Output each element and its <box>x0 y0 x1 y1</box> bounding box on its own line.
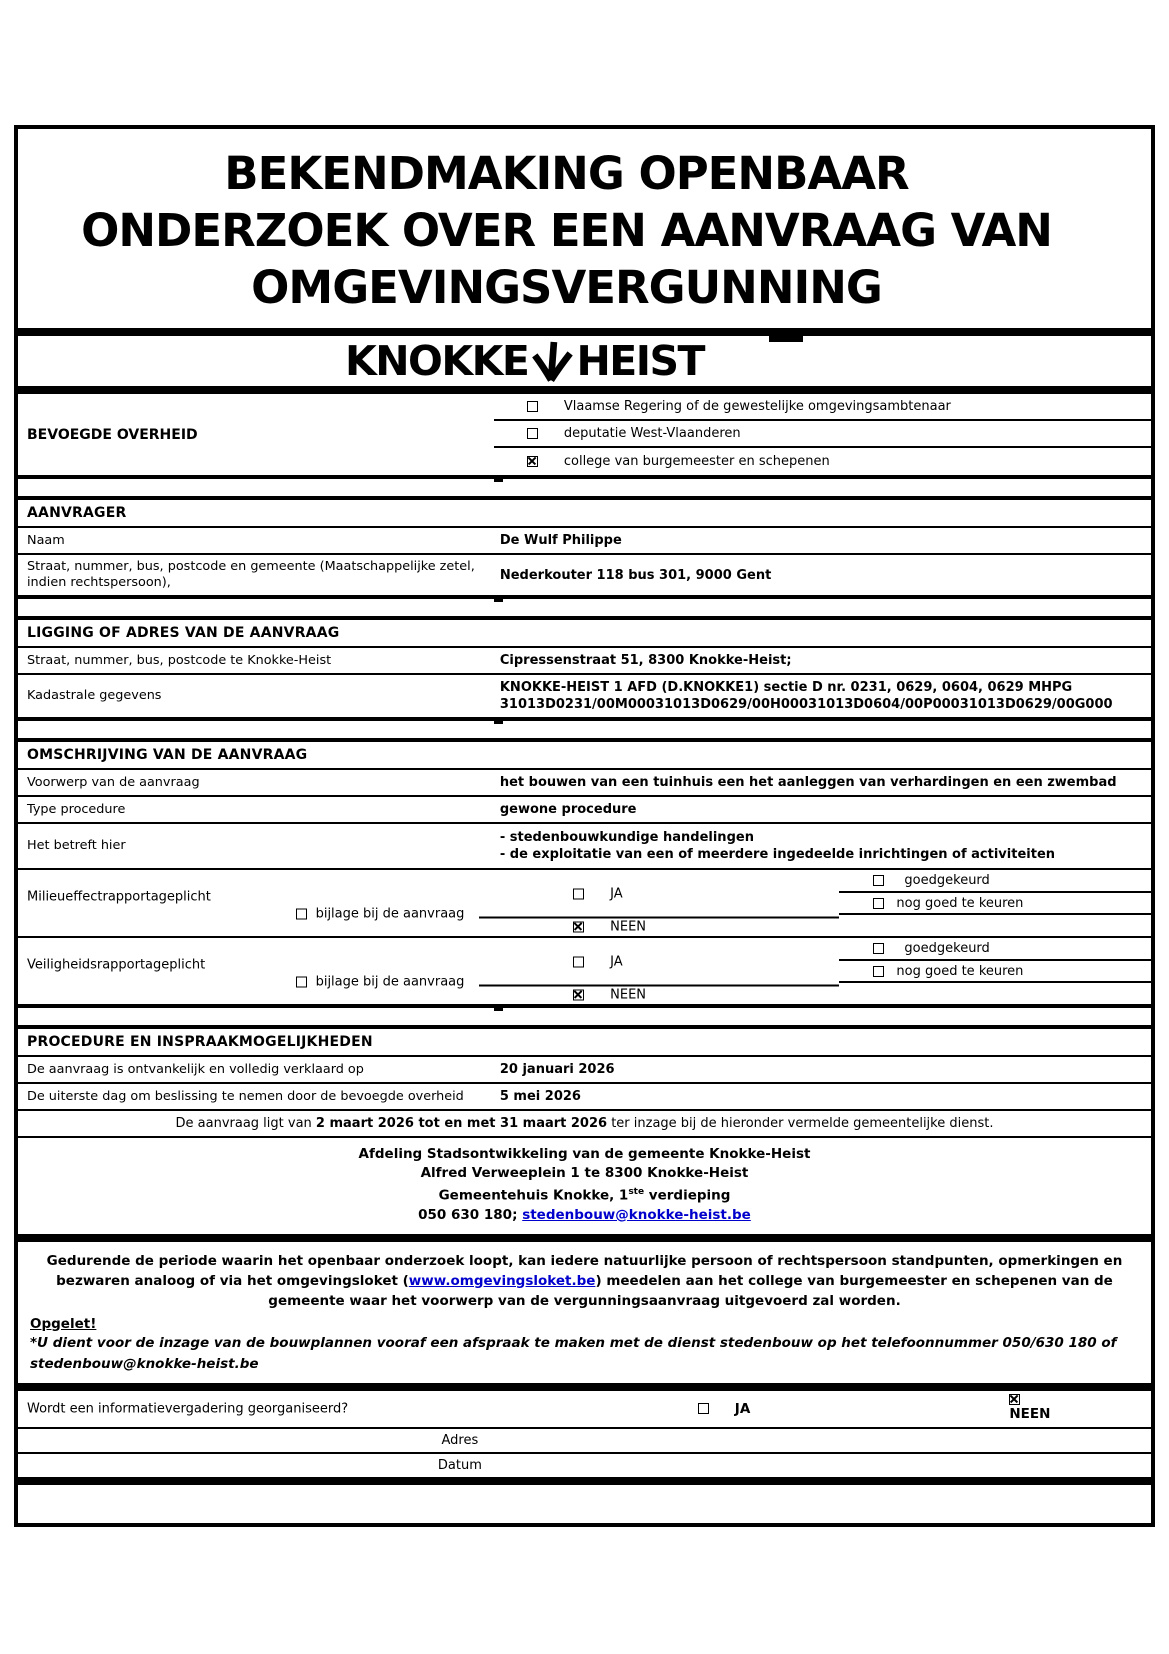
college-checkbox[interactable] <box>527 456 538 467</box>
veiligheidsrapport-label: Veiligheidsrapportageplicht <box>27 957 206 973</box>
stedenbouw-email-link[interactable]: stedenbouw@knokke-heist.be <box>522 1206 751 1223</box>
milieueffect-neen <box>573 920 646 935</box>
betreft-item-1: - stedenbouwkundige handelingen <box>499 830 754 845</box>
kadaster-label: Kadastrale gegevens <box>27 688 162 703</box>
mer-bijlage-label: bijlage bij de aanvraag <box>315 906 465 922</box>
logo-text-right: HEIST <box>576 337 705 385</box>
vlaamse-regering-checkbox[interactable] <box>527 401 538 412</box>
vr-goedgekeurd-label: goedgekeurd <box>904 941 990 956</box>
opgelet-label: Opgelet! <box>30 1315 97 1332</box>
type-procedure-label: Type procedure <box>27 801 126 817</box>
veiligheidsrapport-neen <box>573 988 646 1003</box>
kadaster-row <box>18 675 1151 717</box>
veiligheidsrapport-row <box>18 938 1151 1004</box>
vr-nog-goed-label: nog goed te keuren <box>896 963 1024 979</box>
omschrijving-header: OMSCHRIJVING VAN DE AANVRAAG <box>18 742 1151 770</box>
kadaster-value-line1: KNOKKE-HEIST 1 AFD (D.KNOKKE1) sectie D nr. 0231, 0629, 0604, 0629 MHPG <box>499 680 1073 695</box>
mer-neen-checkbox[interactable] <box>573 922 584 933</box>
datum-row <box>18 1454 1151 1477</box>
inzage-prefix: De aanvraag ligt van <box>175 1116 316 1131</box>
type-procedure-value: gewone procedure <box>499 802 637 817</box>
veiligheidsrapport-ja <box>573 955 623 970</box>
vr-goedgekeurd-checkbox[interactable] <box>873 943 884 954</box>
mer-nog-goed-label: nog goed te keuren <box>896 895 1024 911</box>
vr-nog-goed-cell <box>839 961 1151 983</box>
adres-label-line2: (Maatschappelijke zetel, indien rechtspersoon), <box>27 559 475 590</box>
mer-ja-label: JA <box>610 886 623 902</box>
mer-ja-checkbox[interactable] <box>573 889 584 900</box>
divider-notch <box>494 718 503 724</box>
afspraak-note: *U dient voor de inzage van de bouwplannen vooraf een afspraak te maken met de dienst stedenbouw op het telefoonnummer 050/630 180 of stedenbouw@knokke-heist.be <box>30 1334 1117 1372</box>
vr-bijlage-label: bijlage bij de aanvraag <box>315 974 465 990</box>
ligging-straat-label: Straat, nummer, bus, postcode te Knokke-Heist <box>27 652 332 668</box>
section-spacer <box>14 721 1155 738</box>
mer-nog-goed-checkbox[interactable] <box>873 898 884 909</box>
betreft-label: Het betreft hier <box>27 838 126 853</box>
aanvrager-adres-row <box>18 555 1151 595</box>
omgevingsloket-link[interactable]: www.omgevingsloket.be <box>408 1272 596 1289</box>
kadaster-value-line2: 31013D0231/00M00031013D0629/00H00031013D0604/00P00031013D0629/00G000 <box>499 697 1113 712</box>
inzage-period: 2 maart 2026 tot en met 31 maart 2026 <box>315 1116 608 1131</box>
kadaster-value <box>494 675 1151 717</box>
adres-label: Adres <box>441 1432 479 1448</box>
bevoegde-overheid-label: BEVOEGDE OVERHEID <box>27 426 198 443</box>
aanvrager-section <box>14 496 1155 599</box>
uiterste-dag-value: 5 mei 2026 <box>499 1089 581 1104</box>
title-line-3: OMGEVINGSVERGUNNING <box>251 261 882 314</box>
infovergadering-ja <box>698 1401 750 1417</box>
knokke-heist-seagull-icon <box>531 340 573 388</box>
informatievergadering-row <box>18 1391 1151 1429</box>
dienst-verdieping-suffix: verdieping <box>644 1187 731 1204</box>
bezwaren-paragraph <box>34 1251 1135 1311</box>
mer-neen-label: NEEN <box>610 919 647 935</box>
betreft-item-2: - de exploitatie van een of meerdere ingedeelde inrichtingen of activiteiten <box>499 847 1056 862</box>
divider-notch <box>494 596 503 602</box>
infovergadering-neen-label: NEEN <box>1009 1405 1051 1422</box>
mer-goedgekeurd-label: goedgekeurd <box>904 873 990 888</box>
milieueffect-row <box>18 870 1151 938</box>
option-label: Vlaamse Regering of de gewestelijke omgevingsambtenaar <box>563 399 951 414</box>
mer-goedgekeurd-cell <box>839 870 1151 893</box>
milieueffect-bijlage <box>296 907 840 922</box>
bezwaren-section <box>14 1238 1155 1387</box>
logo-text-left: KNOKKE <box>344 337 529 385</box>
vr-bijlage-checkbox[interactable] <box>296 977 307 988</box>
fill-line <box>479 916 839 918</box>
betreft-row <box>18 824 1151 870</box>
ligging-header: LIGGING OF ADRES VAN DE AANVRAAG <box>18 620 1151 648</box>
dienst-verdieping <box>26 1183 1143 1206</box>
divider-notch <box>494 476 503 482</box>
option-vlaamse-regering <box>494 394 1151 421</box>
dienst-phone: 050 630 180; <box>418 1206 523 1223</box>
vr-neen-checkbox[interactable] <box>573 990 584 1001</box>
mer-goedgekeurd-checkbox[interactable] <box>873 875 884 886</box>
vr-neen-label: NEEN <box>610 987 647 1003</box>
knokke-heist-logo <box>14 332 1155 390</box>
dienst-adres: Alfred Verweeplein 1 te 8300 Knokke-Heist <box>420 1165 749 1181</box>
option-college <box>494 448 1151 475</box>
vr-ja-label: JA <box>610 954 623 970</box>
infovergadering-neen <box>1009 1394 1050 1422</box>
bezwaren-text-2: ) meedelen aan het college van burgemeester en schepenen van de gemeente waar het voorwerp van de vergunningsaanvraag uitgevoerd zal worden. <box>268 1272 1113 1309</box>
remarks-empty-box <box>14 1481 1155 1527</box>
title-line-1: BEKENDMAKING OPENBAAR <box>224 147 909 200</box>
procedure-section <box>14 1025 1155 1238</box>
title-line-2: ONDERZOEK OVER EEN AANVRAAG VAN <box>81 204 1052 257</box>
section-spacer <box>14 479 1155 496</box>
voorwerp-value: het bouwen van een tuinhuis een het aanleggen van verhardingen en een zwembad <box>499 775 1117 790</box>
procedure-header: PROCEDURE EN INSPRAAKMOGELIJKHEDEN <box>18 1029 1151 1057</box>
infovergadering-ja-checkbox[interactable] <box>698 1403 709 1414</box>
bekendmaking-form <box>14 125 1155 1527</box>
uiterste-dag-row <box>18 1084 1151 1111</box>
divider-notch <box>494 1005 503 1011</box>
infovergadering-neen-checkbox[interactable] <box>1009 1394 1020 1405</box>
scan-artifact-mark <box>769 333 803 342</box>
ontvankelijk-value: 20 januari 2026 <box>499 1062 615 1077</box>
vr-goedgekeurd-cell <box>839 938 1151 961</box>
mer-nog-goed-cell <box>839 893 1151 915</box>
aanvrager-header: AANVRAGER <box>18 500 1151 528</box>
ligging-straat-value: Cipressenstraat 51, 8300 Knokke-Heist; <box>499 653 792 668</box>
option-deputatie <box>494 421 1151 448</box>
betreft-value <box>494 825 1151 867</box>
option-label: deputatie West-Vlaanderen <box>563 426 741 441</box>
vr-ja-checkbox[interactable] <box>573 957 584 968</box>
bezwaren-text-1: Gedurende de periode waarin het openbaar onderzoek loopt, kan iedere natuurlijke persoon of rechtspersoon standpunten, opmerkingen en bezwaren analoog of via het omgevingsloket ( <box>46 1252 1123 1289</box>
dienst-verdieping-prefix: Gemeentehuis Knokke, 1 <box>438 1187 629 1204</box>
uiterste-dag-label: De uiterste dag om beslissing te nemen door de bevoegde overheid <box>27 1088 464 1104</box>
milieueffect-ja <box>573 887 623 902</box>
mer-bijlage-checkbox[interactable] <box>296 909 307 920</box>
section-spacer <box>14 1008 1155 1025</box>
voorwerp-row <box>18 770 1151 797</box>
milieueffect-label: Milieueffectrapportageplicht <box>27 889 211 905</box>
gemeentelijke-dienst-block <box>18 1138 1151 1234</box>
veiligheidsrapport-status <box>839 938 1151 983</box>
deputatie-checkbox[interactable] <box>527 428 538 439</box>
voorwerp-label: Voorwerp van de aanvraag <box>27 774 200 790</box>
adres-label-line1: Straat, nummer, bus, postcode en gemeente <box>27 559 316 574</box>
aanvrager-adres-value: Nederkouter 118 bus 301, 9000 Gent <box>499 567 772 583</box>
vr-nog-goed-checkbox[interactable] <box>873 966 884 977</box>
fill-line <box>479 984 839 986</box>
bevoegde-overheid-options <box>494 394 1151 475</box>
milieueffect-status <box>839 870 1151 915</box>
ligging-section <box>14 616 1155 721</box>
datum-label: Datum <box>437 1457 482 1473</box>
section-spacer <box>14 599 1155 616</box>
type-procedure-row <box>18 797 1151 824</box>
adres-row <box>18 1429 1151 1454</box>
option-label: college van burgemeester en schepenen <box>563 454 830 469</box>
naam-label: Naam <box>27 532 65 548</box>
ontvankelijk-row <box>18 1057 1151 1084</box>
inzage-row <box>18 1111 1151 1138</box>
inzage-suffix: ter inzage bij de hieronder vermelde gemeentelijke dienst. <box>607 1116 994 1131</box>
aanvrager-adres-label <box>18 555 494 595</box>
infovergadering-ja-label: JA <box>734 1400 751 1417</box>
dienst-contact <box>26 1206 1143 1225</box>
omschrijving-section <box>14 738 1155 1008</box>
dienst-verdieping-sup: ste <box>628 1187 645 1197</box>
informatievergadering-section <box>14 1387 1155 1481</box>
bevoegde-overheid-section <box>14 390 1155 479</box>
dienst-afdeling: Afdeling Stadsontwikkeling van de gemeente Knokke-Heist <box>358 1146 811 1162</box>
naam-row <box>18 528 1151 555</box>
ligging-straat-row <box>18 648 1151 675</box>
veiligheidsrapport-bijlage <box>296 975 840 990</box>
document-title <box>14 125 1155 332</box>
naam-value: De Wulf Philippe <box>499 533 622 548</box>
ontvankelijk-label: De aanvraag is ontvankelijk en volledig verklaard op <box>27 1061 364 1077</box>
informatievergadering-question: Wordt een informatievergadering georganiseerd? <box>27 1401 349 1416</box>
